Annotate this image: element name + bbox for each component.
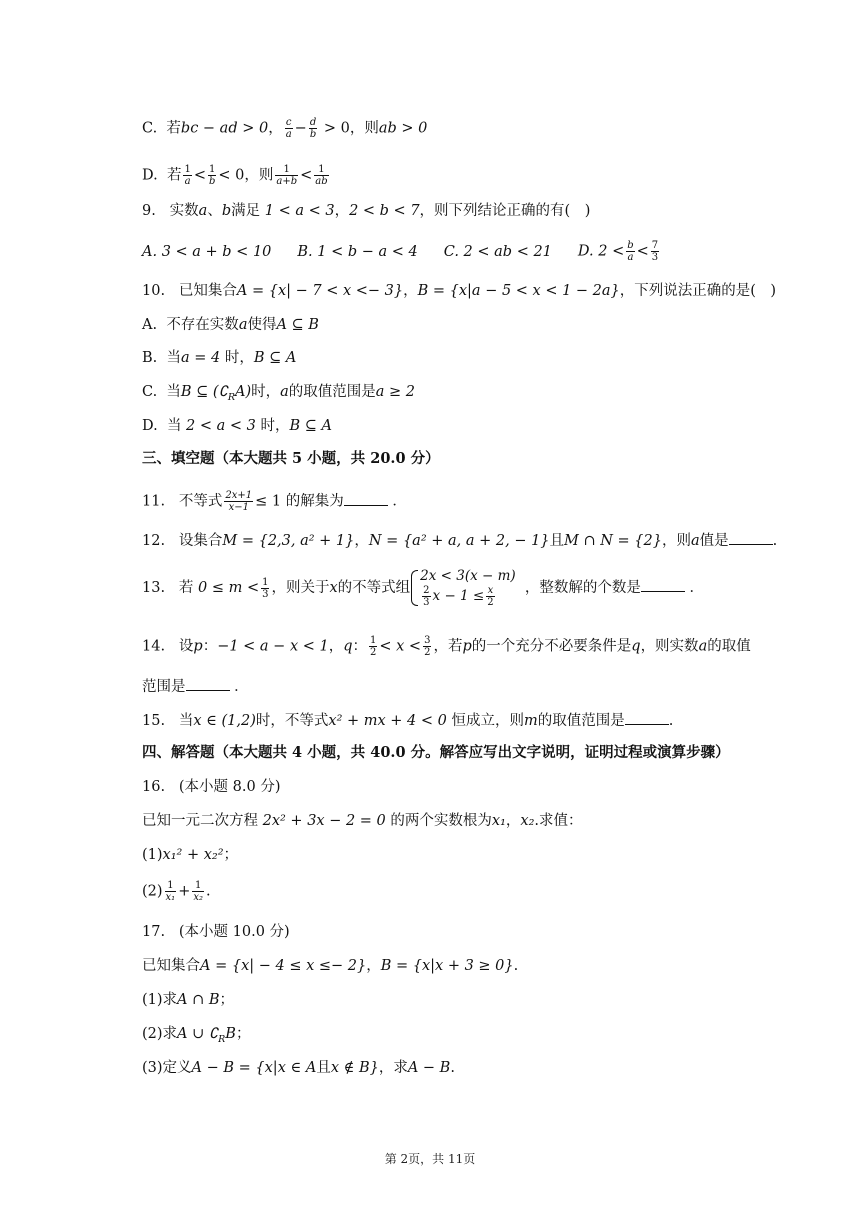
question-16-body: 已知一元二次方程 2x² + 3x − 2 = 0 的两个实数根为x₁，x₂.求值： [142,813,583,829]
question-17-heading: 17. (本小题 10.0 分) [142,924,290,940]
question-17-part-3: (3)定义A − B = {x|x ∈ A且x ∉ B}，求A − B. [142,1060,455,1076]
question-17-part-1: (1)求A ∩ B； [142,992,235,1008]
question-17-part-2: (2)求A ∪ $∁_RB$； [142,1026,251,1045]
fraction: $\frac{b}{a}$ [627,240,634,263]
fraction: $\frac{1}{\text{x₂}}$ [193,880,204,903]
question-10-option-c: C. 当B ⊆ $(∁_RA)$时，a的取值范围是a ≥ 2 [142,384,416,403]
section-fill-in-heading: 三、填空题（本大题共 5 小题，共 20.0 分） [142,450,440,467]
section-answer-heading: 四、解答题（本大题共 4 小题，共 40.0 分。解答应写出文字说明，证明过程或演算步骤） [142,744,730,761]
question-8-option-c: C. 若bc − ad > 0， $\frac{c}{a}$ − $\frac{d}{b}$ > 0，则ab > 0 [142,117,428,140]
answer-blank [344,491,388,506]
question-13: 13. 若 0 ≤ m < $\frac{1}{3}$ ，则关于x的不等式组 2x < 3(x − m) $\frac{2}{3}$ x − 1 ≤ $\frac{x}{2}$ ，整数解的个数是 ． [142,568,705,608]
fraction: $\frac{1}{3}$ [262,576,269,600]
answer-blank [729,530,773,545]
question-14: 14. 设p：−1 < a − x < 1，q： $\frac{1}{2}$ < x < $\frac{3}{2}$ ，若p的一个充分不必要条件是q，则实数a的取值 [142,635,751,658]
question-16-part-2: (2) $\frac{1}{\text{x₁}}$ + $\frac{1}{\text{x₂}}$ . [142,880,211,903]
question-16-part-1: (1)x₁² + x₂²； [142,847,239,863]
question-9-options: A. 3 < a + b < 10 B. 1 < b − a < 4 C. 2 < ab < 21 D. 2 < $\frac{b}{a}$ < $\frac{7}{3}$ [142,240,659,263]
fraction: $\frac{3}{2}$ [424,635,431,658]
question-14-continued: 范围是 ． [142,676,249,697]
question-16-heading: 16. (本小题 8.0 分) [142,779,281,795]
fraction: $\frac{7}{3}$ [651,240,659,263]
question-17-body: 已知集合A = {x| − 4 ≤ x ≤− 2}，B = {x|x + 3 ≥ 0}. [142,958,519,974]
fraction: $\frac{x}{2}$ [487,585,494,608]
question-15: 15. 当x ∈ (1,2)时，不等式x² + mx + 4 < 0 恒成立，则m的取值范围是 . [142,710,673,731]
answer-blank [641,577,685,592]
fraction: $\frac{1}{b}$ [208,164,216,187]
fraction: $\frac{1}{ab}$ [315,164,328,187]
answer-blank [186,676,230,691]
question-12: 12. 设集合M = {2,3, a² + 1}，N = {a² + a, a + 2, − 1}且M ∩ N = {2}，则a值是 . [142,530,777,551]
question-8-option-d: D. 若 $\frac{1}{a}$ < $\frac{1}{b}$ < 0，则 $\frac{1}{a+b}$ < $\frac{1}{ab}$ [142,164,328,187]
question-11: 11. 不等式 $\frac{2x+1}{x-1}$ ≤ 1 的解集为 ． [142,490,407,513]
fraction: $\frac{c}{a}$ [285,117,292,140]
question-10: 10. 已知集合A = {x| − 7 < x <− 3}，B = {x|a − 5 < x < 1 − 2a}，下列说法正确的是( ) [142,283,777,299]
fraction: $\frac{1}{a}$ [184,164,191,187]
question-10-option-d: D. 当 2 < a < 3 时，B ⊆ A [142,418,332,434]
fraction: $\frac{2x+1}{x-1}$ [225,490,253,513]
fraction: $\frac{2}{3}$ [423,585,430,608]
question-10-option-b: B. 当a = 4 时，B ⊆ A [142,350,297,366]
answer-blank [625,710,669,725]
inequality-system: 2x < 3(x − m) $\frac{2}{3}$ x − 1 ≤ $\frac{x}{2}$ [410,568,516,608]
question-10-option-a: A. 不存在实数a使得A ⊆ B [142,317,319,333]
page-footer: 第 2页，共 11页 [384,1152,476,1166]
fraction: $\frac{d}{b}$ [309,117,317,140]
fraction: $\frac{1}{\text{x₁}}$ [165,880,176,903]
question-9: 9. 实数a、b满足 1 < a < 3，2 < b < 7，则下列结论正确的有( ) [142,203,591,219]
fraction: $\frac{1}{a+b}$ [276,164,298,187]
fraction: $\frac{1}{2}$ [370,635,377,658]
